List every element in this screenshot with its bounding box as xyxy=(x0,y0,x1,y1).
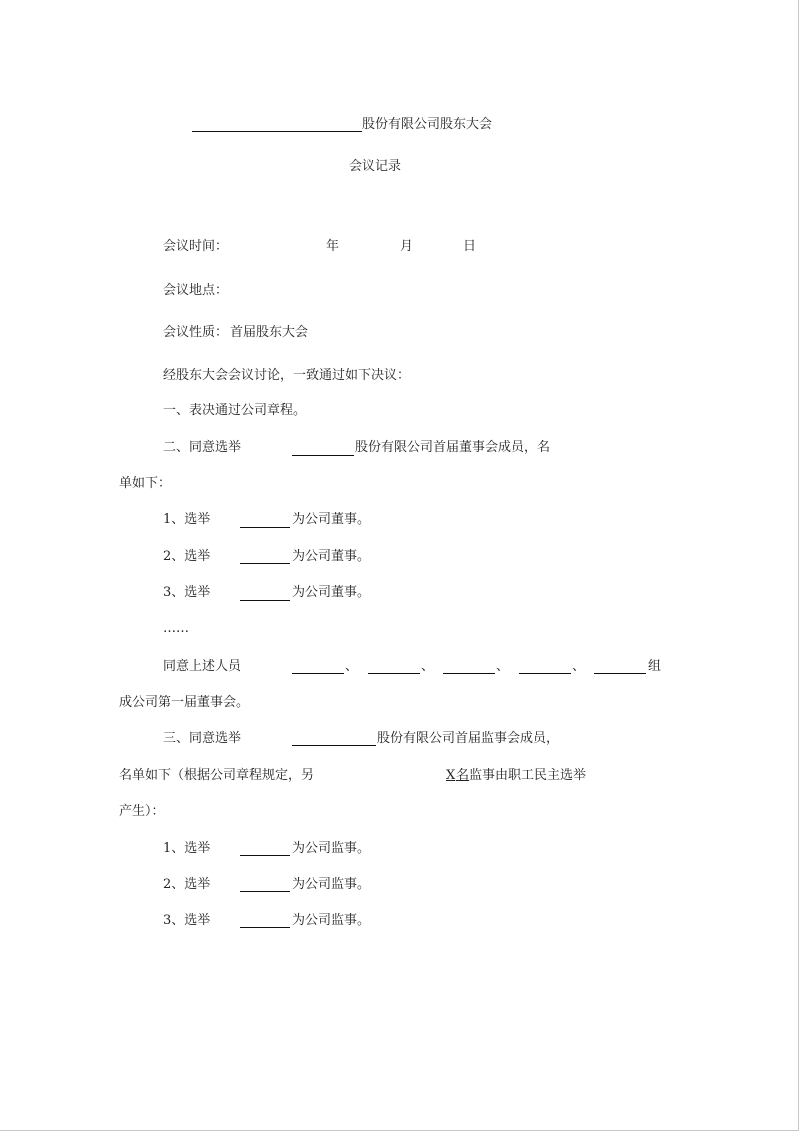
meeting-year: 年 xyxy=(326,239,340,254)
supervisor-item-3-blank[interactable] xyxy=(240,927,290,928)
supervisor-item-2-blank[interactable] xyxy=(240,891,290,892)
resolution-3-suffix: 股份有限公司首届监事会成员， xyxy=(377,731,560,746)
ellipsis: …… xyxy=(163,621,189,636)
agree-sep-2: 、 xyxy=(421,659,435,674)
supervisor-item-3-num: 3、选举 xyxy=(163,913,211,928)
resolution-3-line2-ming: 名 xyxy=(456,768,470,783)
resolution-3-line2-prefix: 名单如下（根据公司章程规定，另 xyxy=(119,768,315,783)
resolution-2-company-blank[interactable] xyxy=(292,455,354,456)
supervisor-item-1-tail: 为公司监事。 xyxy=(292,841,371,856)
resolution-3-wrap: 产生）： xyxy=(119,804,165,819)
agree-prefix: 同意上述人员 xyxy=(163,659,242,674)
supervisor-item-1-num: 1、选举 xyxy=(163,841,211,856)
resolution-3-company-blank[interactable] xyxy=(292,745,376,746)
director-item-1-blank[interactable] xyxy=(240,527,290,528)
director-item-2-num: 2、选举 xyxy=(163,549,211,564)
agree-blank-1[interactable] xyxy=(292,673,344,674)
agree-sep-3: 、 xyxy=(496,659,510,674)
intro-text: 经股东大会会议讨论，一致通过如下决议： xyxy=(163,368,411,383)
agree-blank-2[interactable] xyxy=(368,673,420,674)
agree-blank-4[interactable] xyxy=(519,673,571,674)
resolution-2-suffix: 股份有限公司首届董事会成员，名 xyxy=(355,440,551,455)
resolution-2-prefix: 二、同意选举 xyxy=(163,440,242,455)
director-item-3-blank[interactable] xyxy=(240,600,290,601)
supervisor-item-3-tail: 为公司监事。 xyxy=(292,913,371,928)
director-item-2-blank[interactable] xyxy=(240,563,290,564)
resolution-3-line2-suffix: 监事由职工民主选举 xyxy=(469,768,587,783)
supervisor-item-2-tail: 为公司监事。 xyxy=(292,877,371,892)
resolution-3-line2-x: X xyxy=(446,768,456,783)
title-suffix: 股份有限公司股东大会 xyxy=(362,117,493,132)
agree-blank-5[interactable] xyxy=(594,673,646,674)
supervisor-item-2-num: 2、选举 xyxy=(163,877,211,892)
meeting-nature-label: 会议性质： xyxy=(163,325,229,340)
director-item-3-tail: 为公司董事。 xyxy=(292,585,371,600)
meeting-month: 月 xyxy=(400,239,414,254)
meeting-place-label: 会议地点： xyxy=(163,283,229,298)
resolution-3-prefix: 三、同意选举 xyxy=(163,731,242,746)
agree-blank-3[interactable] xyxy=(443,673,495,674)
agree-suffix: 组 xyxy=(648,659,662,674)
supervisor-item-1-blank[interactable] xyxy=(240,855,290,856)
director-item-1-tail: 为公司董事。 xyxy=(292,512,371,527)
meeting-day: 日 xyxy=(463,239,477,254)
director-item-1-num: 1、选举 xyxy=(163,512,211,527)
director-item-2-tail: 为公司董事。 xyxy=(292,549,371,564)
agree-sep-1: 、 xyxy=(345,659,359,674)
resolution-2-wrap: 单如下： xyxy=(119,476,172,491)
company-name-blank[interactable] xyxy=(192,131,362,132)
subtitle: 会议记录 xyxy=(349,159,402,174)
agree-sep-4: 、 xyxy=(572,659,586,674)
director-item-3-num: 3、选举 xyxy=(163,585,211,600)
resolution-1: 一、表决通过公司章程。 xyxy=(163,403,307,418)
meeting-nature-value: 首届股东大会 xyxy=(230,325,309,340)
meeting-time-label: 会议时间： xyxy=(163,239,229,254)
agree-wrap: 成公司第一届董事会。 xyxy=(119,695,250,710)
